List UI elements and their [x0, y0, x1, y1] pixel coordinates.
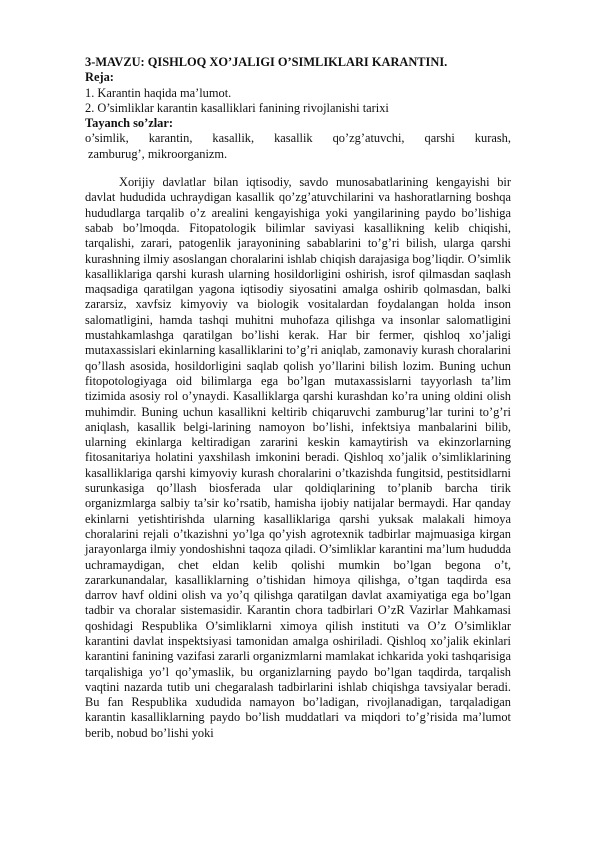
document-title: 3-MAVZU: QISHLOQ XO’JALIGI O’SIMLIKLARI KARANTINI. [85, 55, 448, 69]
keywords-continuation: zamburug’, mikroorganizm. [88, 146, 228, 161]
plan-label: Reja: [85, 70, 114, 85]
plan-item: 2. O’simliklar karantin kasalliklari fanining rivojlanishi tarixi [85, 100, 389, 115]
keywords-label: Tayanch so’zlar: [85, 116, 173, 131]
keyword: qarshi [424, 131, 455, 146]
keyword: karantin, [148, 131, 193, 146]
keywords-line [85, 131, 511, 146]
keyword: kasallik, [212, 131, 255, 146]
plan-item: 1. Karantin haqida ma’lumot. [85, 85, 232, 100]
keyword: kurash, [474, 131, 511, 146]
document-page [85, 55, 511, 741]
keyword: kasallik [274, 131, 313, 146]
section-spacer [85, 162, 511, 175]
body-paragraph: Xorijiy davlatlar bilan iqtisodiy, savdo munosabatlarining kengayishi bir davlat hududida uchraydigan kasallik qo’zg’atuvchilarini va hashoratlarning boshqa hududlarga tarqalib o’z arealini kengayishiga yoki yangilarining paydo bo’lishiga sabab bo’lmoqda. Fitopatologik bilimlar saviyasi kasallikning kelib chiqishi, tarqalishi, zarari, patogenlik jarayonining sabablarini to’g’ri bilish, ularga qarshi kurashning ilmiy asoslangan choralarini ishlab chiqish darajasiga bog’liqdir. O’simlik kasalliklariga qarshi kurash ularning hosildorligini oshirish, isrof qilmasdan saqlash maqsadiga qaratilgan yagona iqtisodiy siyosatini amalga oshirib qolmasdan, balki zararsiz, xavfsiz kimyoviy va biologik vositalardan foydalangan holda inson salomatligini, hamda tashqi muhitni muhofaza qilishga va insonlar salomatligini mustahkamlashga qaratilgan bo’lishi kerak. Har bir fermer, qishloq xo’jaligi mutaxassislari ekinlarning kasalliklarini to’g’ri aniqlab, zamonaviy kurash choralarini qo’llash asosida, hosildorligini saqlab qolish yo’llarini bilish lozim. Buning uchun fitopotologiyaga oid bilimlarga ega bo’lgan mutaxassislarni tayyorlash ta’lim tizimida asosiy rol o’ynaydi. Kasalliklarga qarshi kurashdan ko’ra uning oldini olish muhimdir. Buning uchun kasallikni keltirib chiqaruvchi zamburug’lar turini to’g’ri aniqlash, kasallik belgi-larining namoyon bo’lishi, infektsiya manbalarini bilib, ularning ekinlarga keltiradigan zararini keskin kamaytirish va ekinzorlarning fitosanitariya holatini yaxshilash imkonini beradi. Qishloq xo’jalik o’simliklarining kasalliklariga qarshi kimyoviy kurash choralarini o’tkazishda fungitsid, pestitsidlarni surunkasiga qo’llash biosferada ular qoldiqlarining to’planib barcha tirik organizmlarga salbiy ta’sir ko’rsatib, hamisha ijobiy natijalar bermaydi. Har qanday ekinlarni yetishtirishda ularning kasalliklariga qarshi yuksak malakali himoya choralarini rejali o’tkazishni yo’lga qo’yish agrotexnik tadbirlar majmuasiga kirgan jarayonlarga ilmiy yondoshishni taqoza qiladi. O’simliklar karantini ma’lum hududda uchramaydigan, chet eldan kelib qolishi mumkin bo’lgan begona o’t, zararkunandalar, kasalliklarning o’tishidan himoya qilishga, o’tgan taqdirda esa darrov havf oldini olish va yo’q qilishga qaratilgan davlat axamiyatiga ega bo’lgan tadbir va choralar sistemasidir. Karantin chora tadbirlari O’zR Vazirlar Mahkamasi qoshidagi Respublika O’simliklarni ximoya qilish instituti va O’z O’simliklar karantini davlat inspektsiyasi tamonidan amalga oshiriladi. Qishloq xo’jalik ekinlari karantini fanining vazifasi zararli organizmlarni mamlakat ichkarida yoki tashqarisiga tarqalishiga yo’l qo’ymaslik, bu organizlarning paydo bo’lgan taqdirda, tarqalish vaqtini nazarda tutib uni chegaralash tadbirlarini ishlab chiqishga tavsiyalar beradi. Bu fan Respublika xududida namayon bo’ladigan, rivojlanadigan, tarqaladigan karantin kasalliklarning paydo bo’lish muddatlari va miqdori to’g’risida ma’lumot berib, nobud bo’lishi yoki [85, 175, 511, 740]
keyword: qo’zg’atuvchi, [332, 131, 405, 146]
keyword: o’simlik, [85, 131, 129, 146]
